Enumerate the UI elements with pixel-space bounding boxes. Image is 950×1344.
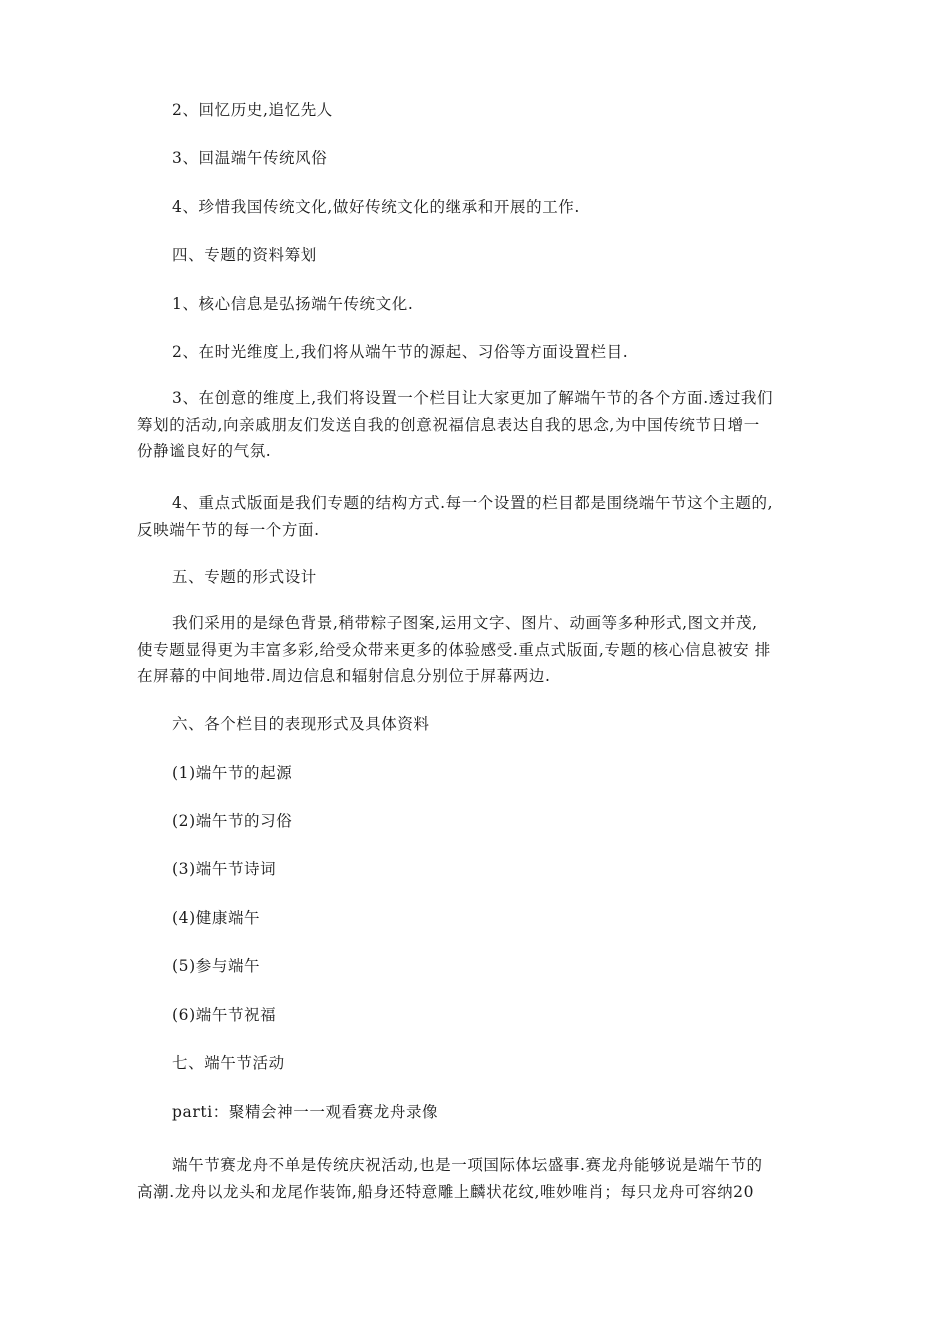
paragraph-line: 份静谧良好的气氛. [137,442,272,460]
list-item: 2、回忆历史,追忆先人 [172,101,333,119]
paragraph-line: 使专题显得更为丰富多彩,给受众带来更多的体验感受.重点式版面,专题的核心信息被安 排 [137,640,771,659]
section-heading: 四、专题的资料筹划 [172,246,317,264]
list-item: (1)端午节的起源 [172,764,293,782]
list-item: (3)端午节诗词 [172,860,277,878]
paragraph-line: 在屏幕的中间地带.周边信息和辐射信息分别位于屏幕两边. [137,667,551,685]
list-item: 4、珍惜我国传统文化,做好传统文化的继承和开展的工作. [172,198,580,216]
list-item: (6)端午节祝福 [172,1006,277,1024]
paragraph-form-design [137,610,827,690]
paragraph-line: 3、在创意的维度上,我们将设置一个栏目让大家更加了解端午节的各个方面.透过我们 [172,389,774,407]
section-heading: 七、端午节活动 [172,1054,285,1072]
paragraph-line: 我们采用的是绿色背景,稍带粽子图案,运用文字、图片、动画等多种形式,图文并茂, [172,614,758,632]
list-item: (5)参与端午 [172,957,261,975]
paragraph-layout [137,490,827,543]
section-heading: 五、专题的形式设计 [172,568,317,586]
section-heading: 六、各个栏目的表现形式及具体资料 [172,715,430,733]
subsection-heading: parti：聚精会神一一观看赛龙舟录像 [172,1103,439,1121]
paragraph-line: 4、重点式版面是我们专题的结构方式.每一个设置的栏目都是围绕端午节这个主题的, [172,494,774,512]
paragraph-dragon-boat [137,1152,827,1205]
list-item: (2)端午节的习俗 [172,812,293,830]
list-item: (4)健康端午 [172,909,261,927]
list-item: 3、回温端午传统风俗 [172,149,328,167]
paragraph-line: 高潮.龙舟以龙头和龙尾作装饰,船身还特意雕上麟状花纹,唯妙唯肖；每只龙舟可容纳20 [137,1182,755,1201]
paragraph-line: 端午节赛龙舟不单是传统庆祝活动,也是一项国际体坛盛事.赛龙舟能够说是端午节的 [172,1156,763,1174]
paragraph-creative [137,385,827,465]
paragraph-line: 筹划的活动,向亲戚朋友们发送自我的创意祝福信息表达自我的思念,为中国传统节日增一 [137,415,760,434]
paragraph-line: 反映端午节的每一个方面. [137,520,320,539]
list-item: 2、在时光维度上,我们将从端午节的源起、习俗等方面设置栏目. [172,343,629,361]
list-item: 1、核心信息是弘扬端午传统文化. [172,295,414,313]
